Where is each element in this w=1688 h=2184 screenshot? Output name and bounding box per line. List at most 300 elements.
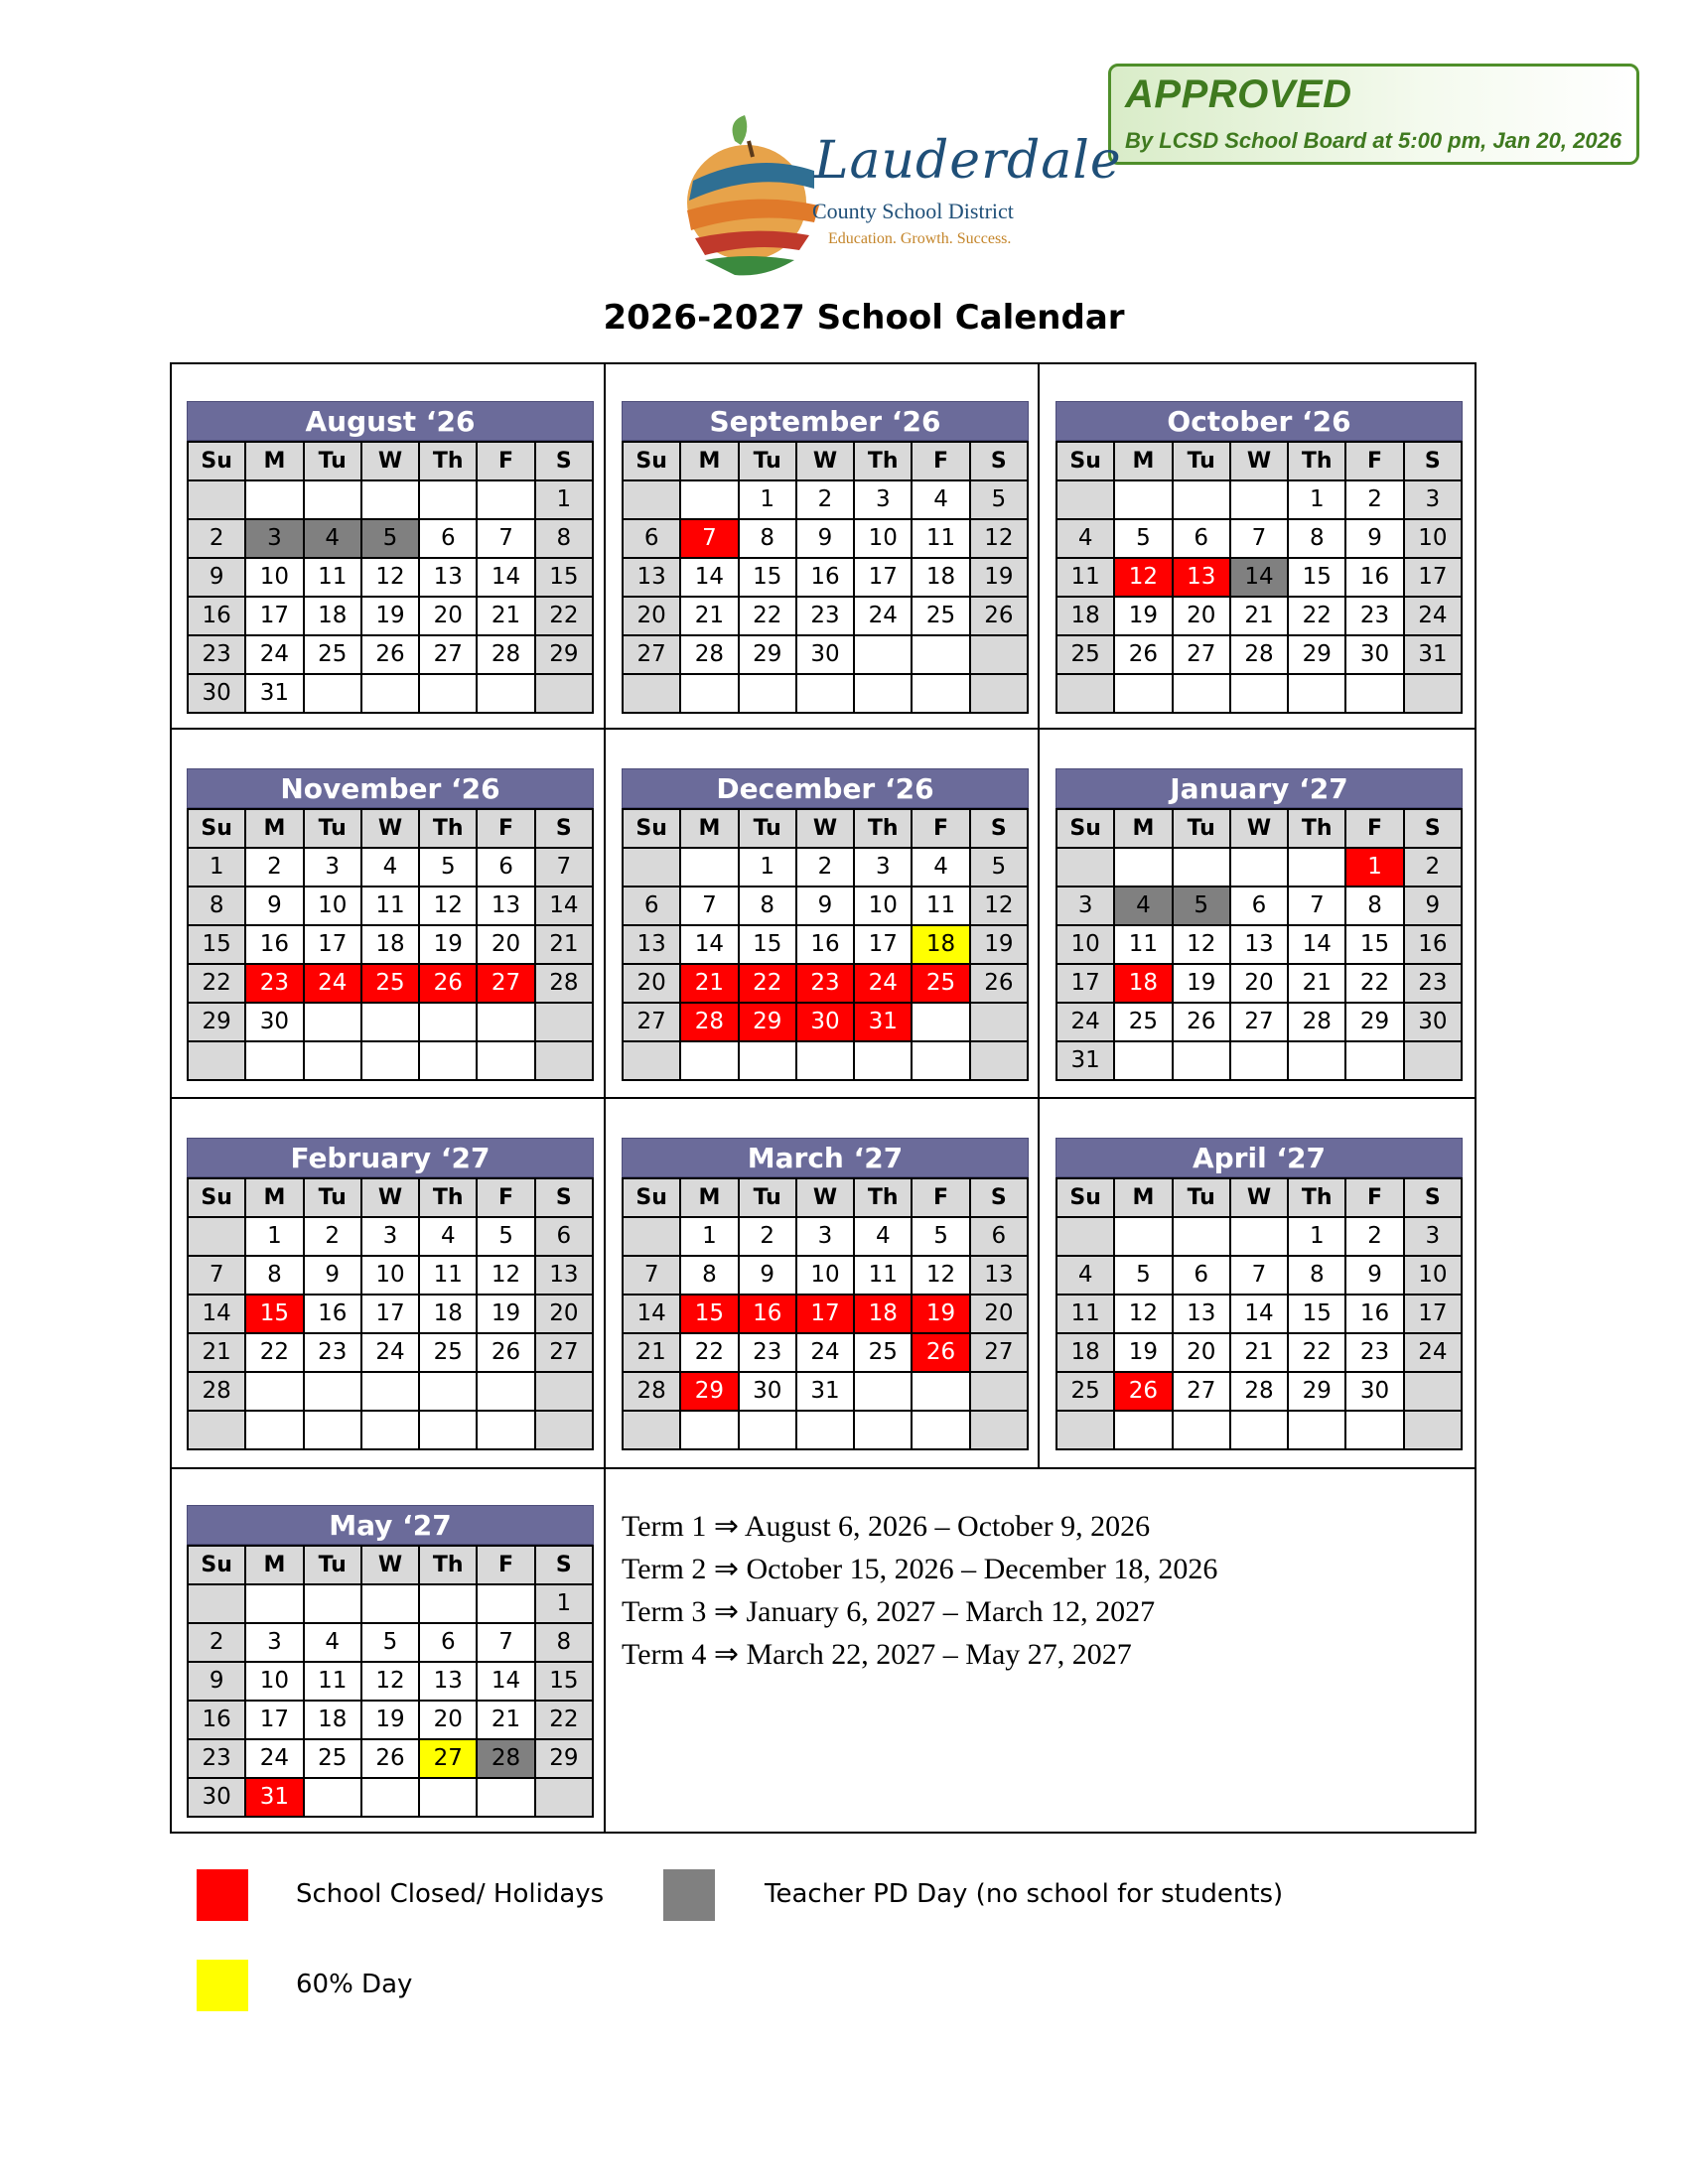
day-cell: 5 <box>1173 887 1230 925</box>
empty-cell <box>796 1411 854 1449</box>
day-cell: 18 <box>912 925 969 964</box>
weekday-header: W <box>1230 1178 1288 1217</box>
grid-divider <box>1038 362 1040 1469</box>
day-cell: 31 <box>854 1003 912 1041</box>
day-cell: 1 <box>680 1217 738 1256</box>
month-title: September ‘26 <box>622 401 1029 441</box>
day-cell: 13 <box>970 1256 1028 1295</box>
day-cell: 22 <box>1345 964 1403 1003</box>
day-cell: 14 <box>477 1662 534 1701</box>
day-cell: 28 <box>680 1003 738 1041</box>
weekday-header: Th <box>1288 809 1345 848</box>
legend-pd-label: Teacher PD Day (no school for students) <box>765 1879 1284 1909</box>
weekday-header: S <box>535 1546 593 1584</box>
day-cell: 11 <box>304 1662 361 1701</box>
weekday-header: Tu <box>1173 809 1230 848</box>
day-cell: 2 <box>1345 480 1403 519</box>
stamp-title: APPROVED <box>1125 72 1352 116</box>
day-cell: 27 <box>1230 1003 1288 1041</box>
day-cell: 21 <box>1230 597 1288 635</box>
weekday-header: W <box>361 1546 419 1584</box>
weekday-header: F <box>1345 1178 1403 1217</box>
day-cell: 27 <box>477 964 534 1003</box>
month-title: December ‘26 <box>622 768 1029 808</box>
weekday-header: F <box>477 1178 534 1217</box>
empty-cell <box>245 1372 303 1411</box>
month-grid <box>187 1545 594 1818</box>
day-cell: 17 <box>361 1295 419 1333</box>
day-cell: 19 <box>1173 964 1230 1003</box>
weekday-header: M <box>680 809 738 848</box>
day-cell: 26 <box>361 1739 419 1778</box>
day-cell: 20 <box>1173 597 1230 635</box>
empty-cell <box>304 480 361 519</box>
day-cell: 26 <box>1114 635 1172 674</box>
day-cell: 2 <box>739 1217 796 1256</box>
empty-cell <box>623 480 680 519</box>
day-cell: 18 <box>854 1295 912 1333</box>
day-cell: 7 <box>623 1256 680 1295</box>
empty-cell <box>1173 480 1230 519</box>
day-cell: 11 <box>854 1256 912 1295</box>
day-cell: 21 <box>1288 964 1345 1003</box>
day-cell: 26 <box>361 635 419 674</box>
logo-district-name: County School District <box>812 199 1014 223</box>
month-february <box>187 1138 594 1450</box>
weekday-header: S <box>970 1178 1028 1217</box>
day-cell: 26 <box>1114 1372 1172 1411</box>
day-cell: 4 <box>304 1623 361 1662</box>
day-cell: 25 <box>912 964 969 1003</box>
day-cell: 16 <box>304 1295 361 1333</box>
day-cell: 4 <box>361 848 419 887</box>
empty-cell <box>623 1041 680 1080</box>
logo-script-text: Lauderdale <box>814 131 1122 191</box>
empty-cell <box>361 1003 419 1041</box>
day-cell: 17 <box>245 1701 303 1739</box>
empty-cell <box>912 1003 969 1041</box>
day-cell: 10 <box>854 519 912 558</box>
day-cell: 4 <box>912 480 969 519</box>
day-cell: 28 <box>623 1372 680 1411</box>
day-cell: 10 <box>245 558 303 597</box>
weekday-header: Tu <box>304 809 361 848</box>
day-cell: 5 <box>419 848 477 887</box>
day-cell: 13 <box>623 558 680 597</box>
empty-cell <box>1230 674 1288 713</box>
legend-closed-swatch <box>197 1869 248 1921</box>
day-cell: 20 <box>535 1295 593 1333</box>
day-cell: 27 <box>419 635 477 674</box>
day-cell: 29 <box>1345 1003 1403 1041</box>
day-cell: 23 <box>739 1333 796 1372</box>
weekday-header: Su <box>623 442 680 480</box>
day-cell: 25 <box>1056 1372 1114 1411</box>
day-cell: 6 <box>419 1623 477 1662</box>
day-cell: 11 <box>1114 925 1172 964</box>
day-cell: 11 <box>1056 1295 1114 1333</box>
day-cell: 28 <box>535 964 593 1003</box>
empty-cell <box>854 635 912 674</box>
empty-cell <box>1230 848 1288 887</box>
day-cell: 14 <box>1230 558 1288 597</box>
day-cell: 2 <box>796 480 854 519</box>
day-cell: 15 <box>739 925 796 964</box>
day-cell: 8 <box>535 519 593 558</box>
month-august <box>187 401 594 714</box>
day-cell: 20 <box>1230 964 1288 1003</box>
empty-cell <box>854 1041 912 1080</box>
day-cell: 16 <box>1404 925 1462 964</box>
empty-cell <box>245 480 303 519</box>
empty-cell <box>188 1411 245 1449</box>
day-cell: 7 <box>1230 1256 1288 1295</box>
empty-cell <box>739 1041 796 1080</box>
day-cell: 8 <box>1288 1256 1345 1295</box>
day-cell: 23 <box>1345 597 1403 635</box>
empty-cell <box>680 674 738 713</box>
empty-cell <box>477 1778 534 1817</box>
month-grid <box>622 1177 1029 1450</box>
weekday-header: Th <box>419 809 477 848</box>
empty-cell <box>188 1584 245 1623</box>
day-cell: 13 <box>1230 925 1288 964</box>
weekday-header: Th <box>419 1546 477 1584</box>
weekday-header: Su <box>188 442 245 480</box>
weekday-header: W <box>361 1178 419 1217</box>
empty-cell <box>245 1411 303 1449</box>
day-cell: 20 <box>1173 1333 1230 1372</box>
empty-cell <box>535 1411 593 1449</box>
day-cell: 19 <box>970 558 1028 597</box>
day-cell: 20 <box>623 597 680 635</box>
day-cell: 6 <box>970 1217 1028 1256</box>
weekday-header: Th <box>854 1178 912 1217</box>
day-cell: 15 <box>1288 1295 1345 1333</box>
day-cell: 22 <box>1288 597 1345 635</box>
legend-pd-swatch <box>663 1869 715 1921</box>
empty-cell <box>970 1411 1028 1449</box>
day-cell: 12 <box>419 887 477 925</box>
empty-cell <box>912 1041 969 1080</box>
day-cell: 27 <box>419 1739 477 1778</box>
day-cell: 17 <box>1404 1295 1462 1333</box>
day-cell: 25 <box>419 1333 477 1372</box>
month-april <box>1055 1138 1463 1450</box>
day-cell: 23 <box>1345 1333 1403 1372</box>
month-title: May ‘27 <box>187 1505 594 1545</box>
day-cell: 3 <box>1404 1217 1462 1256</box>
empty-cell <box>535 1778 593 1817</box>
empty-cell <box>419 1411 477 1449</box>
day-cell: 9 <box>188 1662 245 1701</box>
day-cell: 14 <box>477 558 534 597</box>
empty-cell <box>1230 1041 1288 1080</box>
day-cell: 12 <box>477 1256 534 1295</box>
weekday-header: F <box>1345 809 1403 848</box>
day-cell: 8 <box>1288 519 1345 558</box>
weekday-header: S <box>970 442 1028 480</box>
empty-cell <box>854 1411 912 1449</box>
day-cell: 8 <box>739 519 796 558</box>
day-cell: 23 <box>1404 964 1462 1003</box>
day-cell: 16 <box>245 925 303 964</box>
day-cell: 15 <box>680 1295 738 1333</box>
day-cell: 12 <box>1114 558 1172 597</box>
empty-cell <box>477 1003 534 1041</box>
day-cell: 8 <box>680 1256 738 1295</box>
term-1: Term 1 ⇒ August 6, 2026 – October 9, 2026 <box>622 1510 1151 1543</box>
month-december <box>622 768 1029 1081</box>
day-cell: 13 <box>419 1662 477 1701</box>
day-cell: 21 <box>680 964 738 1003</box>
empty-cell <box>361 1041 419 1080</box>
day-cell: 21 <box>1230 1333 1288 1372</box>
weekday-header: Th <box>854 809 912 848</box>
day-cell: 11 <box>304 558 361 597</box>
empty-cell <box>419 1003 477 1041</box>
day-cell: 4 <box>419 1217 477 1256</box>
day-cell: 30 <box>739 1372 796 1411</box>
empty-cell <box>623 848 680 887</box>
weekday-header: W <box>796 1178 854 1217</box>
day-cell: 4 <box>1056 519 1114 558</box>
day-cell: 28 <box>477 1739 534 1778</box>
day-cell: 25 <box>854 1333 912 1372</box>
weekday-header: M <box>1114 442 1172 480</box>
empty-cell <box>970 1003 1028 1041</box>
day-cell: 23 <box>188 635 245 674</box>
empty-cell <box>912 635 969 674</box>
day-cell: 19 <box>1114 597 1172 635</box>
month-title: January ‘27 <box>1055 768 1463 808</box>
day-cell: 21 <box>477 597 534 635</box>
day-cell: 10 <box>1404 519 1462 558</box>
empty-cell <box>970 1372 1028 1411</box>
day-cell: 2 <box>188 519 245 558</box>
empty-cell <box>361 480 419 519</box>
weekday-header: M <box>680 442 738 480</box>
day-cell: 10 <box>1404 1256 1462 1295</box>
day-cell: 30 <box>796 635 854 674</box>
weekday-header: S <box>970 809 1028 848</box>
day-cell: 28 <box>188 1372 245 1411</box>
day-cell: 27 <box>1173 635 1230 674</box>
weekday-header: S <box>1404 442 1462 480</box>
grid-divider <box>170 1097 1477 1099</box>
empty-cell <box>477 1584 534 1623</box>
day-cell: 22 <box>188 964 245 1003</box>
day-cell: 29 <box>739 1003 796 1041</box>
legend-sixty-label: 60% Day <box>296 1970 413 1999</box>
empty-cell <box>1288 674 1345 713</box>
empty-cell <box>419 1778 477 1817</box>
day-cell: 3 <box>245 519 303 558</box>
day-cell: 20 <box>477 925 534 964</box>
empty-cell <box>1173 1217 1230 1256</box>
day-cell: 27 <box>1173 1372 1230 1411</box>
empty-cell <box>1056 674 1114 713</box>
weekday-header: S <box>1404 809 1462 848</box>
empty-cell <box>419 674 477 713</box>
month-grid <box>1055 1177 1463 1450</box>
empty-cell <box>1173 1411 1230 1449</box>
month-title: November ‘26 <box>187 768 594 808</box>
day-cell: 31 <box>245 1778 303 1817</box>
day-cell: 22 <box>535 597 593 635</box>
empty-cell <box>361 1778 419 1817</box>
weekday-header: Su <box>623 1178 680 1217</box>
day-cell: 12 <box>361 558 419 597</box>
day-cell: 21 <box>680 597 738 635</box>
day-cell: 3 <box>1404 480 1462 519</box>
empty-cell <box>796 674 854 713</box>
weekday-header: W <box>796 809 854 848</box>
empty-cell <box>535 1372 593 1411</box>
day-cell: 1 <box>739 480 796 519</box>
day-cell: 19 <box>970 925 1028 964</box>
day-cell: 14 <box>1230 1295 1288 1333</box>
day-cell: 12 <box>912 1256 969 1295</box>
day-cell: 23 <box>188 1739 245 1778</box>
empty-cell <box>623 1217 680 1256</box>
weekday-header: W <box>796 442 854 480</box>
day-cell: 24 <box>796 1333 854 1372</box>
day-cell: 12 <box>1173 925 1230 964</box>
day-cell: 6 <box>1230 887 1288 925</box>
day-cell: 31 <box>1404 635 1462 674</box>
month-grid <box>187 441 594 714</box>
day-cell: 6 <box>477 848 534 887</box>
day-cell: 28 <box>680 635 738 674</box>
day-cell: 2 <box>796 848 854 887</box>
day-cell: 24 <box>1056 1003 1114 1041</box>
day-cell: 12 <box>361 1662 419 1701</box>
weekday-header: S <box>535 1178 593 1217</box>
day-cell: 25 <box>1056 635 1114 674</box>
day-cell: 27 <box>623 1003 680 1041</box>
empty-cell <box>188 1041 245 1080</box>
weekday-header: Su <box>623 809 680 848</box>
weekday-header: Tu <box>304 1546 361 1584</box>
weekday-header: F <box>912 809 969 848</box>
day-cell: 14 <box>680 558 738 597</box>
day-cell: 19 <box>1114 1333 1172 1372</box>
day-cell: 10 <box>304 887 361 925</box>
day-cell: 30 <box>1345 1372 1403 1411</box>
empty-cell <box>1345 1041 1403 1080</box>
day-cell: 25 <box>304 1739 361 1778</box>
empty-cell <box>1114 1041 1172 1080</box>
day-cell: 10 <box>796 1256 854 1295</box>
day-cell: 25 <box>304 635 361 674</box>
day-cell: 21 <box>188 1333 245 1372</box>
empty-cell <box>304 1584 361 1623</box>
day-cell: 16 <box>739 1295 796 1333</box>
day-cell: 16 <box>188 1701 245 1739</box>
legend-sixty-swatch <box>197 1960 248 2011</box>
day-cell: 6 <box>1173 1256 1230 1295</box>
day-cell: 24 <box>245 1739 303 1778</box>
day-cell: 30 <box>1345 635 1403 674</box>
empty-cell <box>1114 1217 1172 1256</box>
empty-cell <box>1173 1041 1230 1080</box>
day-cell: 4 <box>854 1217 912 1256</box>
day-cell: 3 <box>854 848 912 887</box>
day-cell: 22 <box>535 1701 593 1739</box>
empty-cell <box>1056 848 1114 887</box>
day-cell: 10 <box>361 1256 419 1295</box>
day-cell: 2 <box>1345 1217 1403 1256</box>
day-cell: 12 <box>970 887 1028 925</box>
day-cell: 18 <box>419 1295 477 1333</box>
day-cell: 14 <box>680 925 738 964</box>
day-cell: 9 <box>188 558 245 597</box>
empty-cell <box>535 1003 593 1041</box>
day-cell: 1 <box>1288 480 1345 519</box>
term-3: Term 3 ⇒ January 6, 2027 – March 12, 2027 <box>622 1595 1156 1628</box>
empty-cell <box>304 1411 361 1449</box>
empty-cell <box>739 1411 796 1449</box>
empty-cell <box>1114 1411 1172 1449</box>
day-cell: 17 <box>304 925 361 964</box>
day-cell: 19 <box>419 925 477 964</box>
day-cell: 2 <box>304 1217 361 1256</box>
day-cell: 1 <box>245 1217 303 1256</box>
empty-cell <box>680 1041 738 1080</box>
empty-cell <box>361 674 419 713</box>
empty-cell <box>1230 1411 1288 1449</box>
month-may <box>187 1505 594 1818</box>
day-cell: 27 <box>535 1333 593 1372</box>
day-cell: 5 <box>1114 519 1172 558</box>
empty-cell <box>361 1584 419 1623</box>
weekday-header: M <box>680 1178 738 1217</box>
empty-cell <box>854 1372 912 1411</box>
day-cell: 14 <box>1288 925 1345 964</box>
empty-cell <box>419 1372 477 1411</box>
month-march <box>622 1138 1029 1450</box>
day-cell: 18 <box>1114 964 1172 1003</box>
month-november <box>187 768 594 1081</box>
day-cell: 15 <box>245 1295 303 1333</box>
weekday-header: Su <box>1056 809 1114 848</box>
day-cell: 13 <box>623 925 680 964</box>
month-grid <box>1055 441 1463 714</box>
day-cell: 18 <box>1056 1333 1114 1372</box>
day-cell: 3 <box>304 848 361 887</box>
day-cell: 6 <box>623 519 680 558</box>
weekday-header: Su <box>188 1546 245 1584</box>
empty-cell <box>970 635 1028 674</box>
day-cell: 1 <box>1288 1217 1345 1256</box>
empty-cell <box>477 1411 534 1449</box>
empty-cell <box>304 674 361 713</box>
day-cell: 22 <box>245 1333 303 1372</box>
grid-divider <box>604 1467 606 1834</box>
empty-cell <box>1288 848 1345 887</box>
day-cell: 6 <box>1173 519 1230 558</box>
weekday-header: Tu <box>739 809 796 848</box>
day-cell: 17 <box>1056 964 1114 1003</box>
empty-cell <box>796 1041 854 1080</box>
day-cell: 18 <box>304 1701 361 1739</box>
empty-cell <box>1288 1411 1345 1449</box>
empty-cell <box>1404 1372 1462 1411</box>
day-cell: 26 <box>970 597 1028 635</box>
day-cell: 19 <box>912 1295 969 1333</box>
day-cell: 16 <box>796 558 854 597</box>
